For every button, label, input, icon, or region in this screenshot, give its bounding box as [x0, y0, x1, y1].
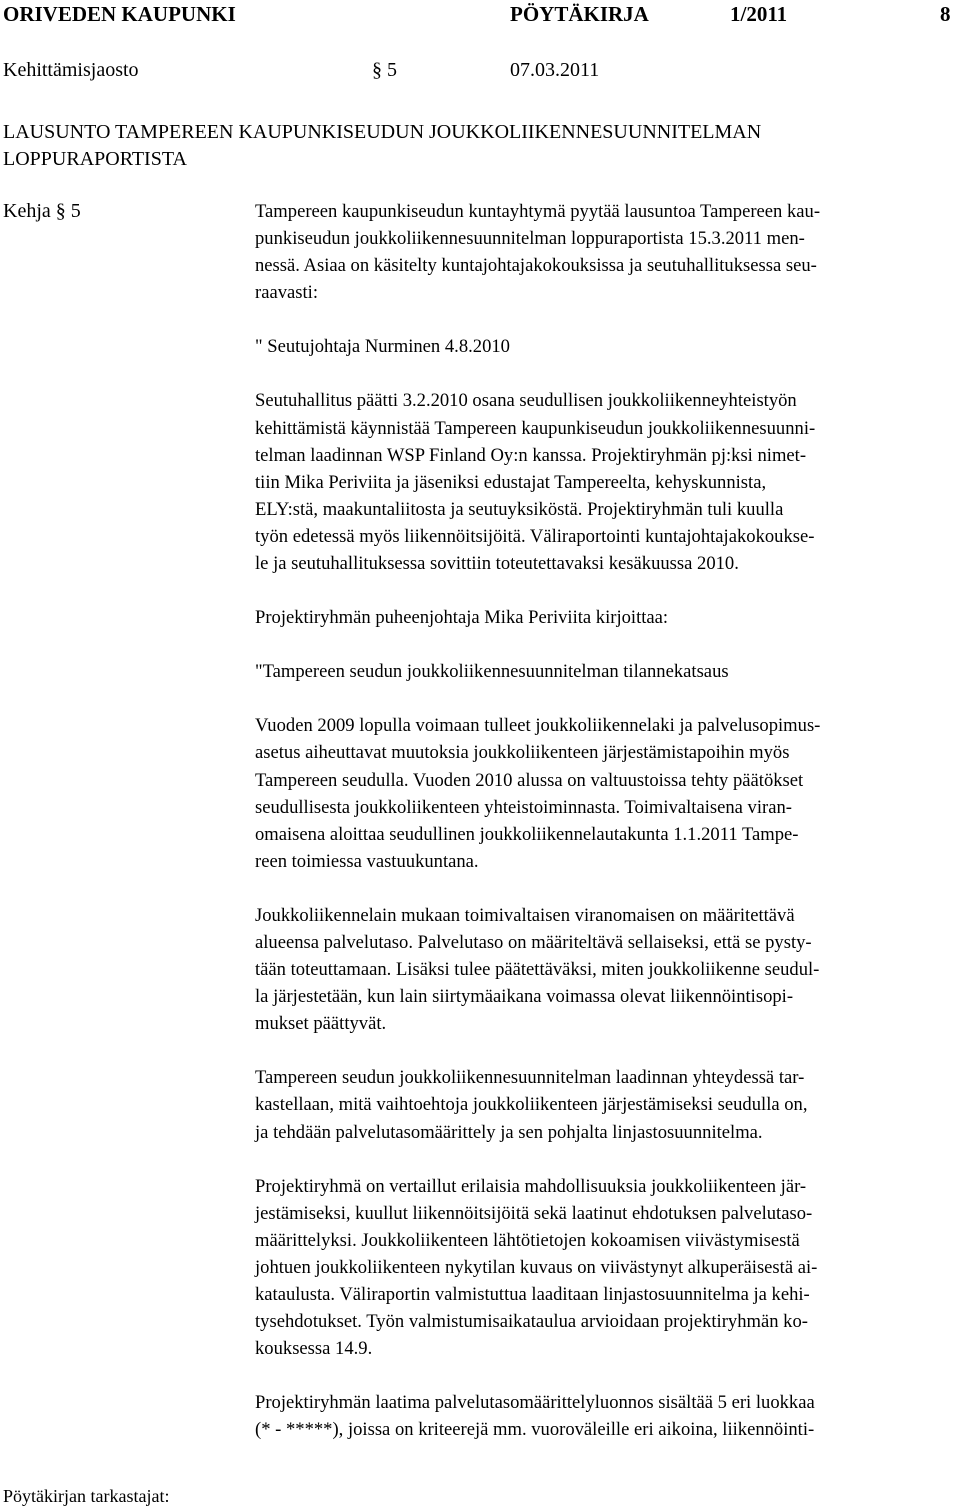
text-line: (* - *****), joissa on kriteerejä mm. vuoroväleille eri aikoina, liikennöinti- [255, 1419, 815, 1441]
text-line: raavasti: [255, 282, 318, 304]
paragraph [255, 1173, 955, 1363]
text-line: johtuen joukkoliikenteen nykytilan kuvaus on viivästynyt alkuperäisestä ai- [255, 1256, 818, 1278]
text-line: " Seutujohtaja Nurminen 4.8.2010 [255, 336, 510, 358]
paragraph [255, 604, 955, 631]
meeting-info [0, 59, 960, 85]
text-line: telman laadinnan WSP Finland Oy:n kanssa. Projektiryhmän pj:ksi nimet- [255, 444, 807, 466]
text-line: "Tampereen seudun joukkoliikennesuunnitelman tilannekatsaus [255, 661, 729, 683]
text-line: Tampereen kaupunkiseudun kuntayhtymä pyytää lausuntoa Tampereen kau- [255, 201, 821, 222]
paragraph [255, 387, 955, 577]
title-line: LOPPURAPORTISTA [3, 148, 187, 170]
paragraph [255, 333, 955, 360]
text-line: mukset päättyvät. [255, 1013, 387, 1035]
text-line: Projektiryhmän puheenjohtaja Mika Periviita kirjoittaa: [255, 607, 669, 629]
page-number: 8 [940, 2, 951, 26]
document-body [255, 198, 955, 1443]
title-line: LAUSUNTO TAMPEREEN KAUPUNKISEUDUN JOUKKOLIIKENNESUUNNITELMAN [3, 121, 762, 143]
paragraph [255, 1389, 955, 1443]
organization-name: ORIVEDEN KAUPUNKI [3, 2, 236, 26]
meeting-body: Kehittämisjaosto [3, 59, 139, 81]
document-number: 1/2011 [730, 2, 788, 26]
text-line: nessä. Asiaa on käsitelty kuntajohtajakokouksissa ja seutuhallituksessa seu- [255, 255, 817, 277]
text-line: ja tehdään palvelutasomäärittely ja sen pohjalta linjastosuunnitelma. [255, 1121, 763, 1143]
text-line: Tampereen seudulla. Vuoden 2010 alussa on valtuustoissa tehty päätökset [255, 769, 804, 791]
document-title [3, 119, 953, 173]
text-line: asetus aiheuttavat muutoksia joukkoliikenteen järjestämistapoihin myös [255, 742, 790, 764]
meeting-date: 07.03.2011 [510, 59, 600, 81]
paragraph [255, 198, 955, 306]
text-line: tiin Mika Periviita ja jäseniksi edustajat Tampereelta, kehyskunnista, [255, 471, 767, 493]
text-line: Seutuhallitus päätti 3.2.2010 osana seudullisen joukkoliikenneyhteistyön [255, 390, 797, 412]
text-line: työn edetessä myös liikennöitsijöitä. Väliraportointi kuntajohtajakokoukse- [255, 525, 815, 547]
text-line: reen toimiessa vastuukuntana. [255, 850, 479, 872]
text-line: Tampereen seudun joukkoliikennesuunnitelman laadinnan yhteydessä tar- [255, 1067, 805, 1089]
text-line: le ja seutuhallituksessa sovittiin toteutettavaksi kesäkuussa 2010. [255, 553, 739, 575]
text-line: omaisena aloittaa seudullinen joukkoliikennelautakunta 1.1.2011 Tampe- [255, 823, 799, 845]
document-type: PÖYTÄKIRJA [510, 2, 649, 26]
text-line: Projektiryhmän laatima palvelutasomäärittelyluonnos sisältää 5 eri luokkaa [255, 1392, 815, 1414]
text-line: kastellaan, mitä vaihtoehtoja joukkoliikenteen järjestämiseksi seudulla on, [255, 1094, 808, 1116]
text-line: tysehdotukset. Työn valmistumisaikataulua arvioidaan projektiryhmän ko- [255, 1311, 808, 1333]
paragraph [255, 712, 955, 875]
text-line: Projektiryhmä on vertaillut erilaisia mahdollisuuksia joukkoliikenteen jär- [255, 1175, 807, 1197]
text-line: alueensa palvelutaso. Palvelutaso on määriteltävä sellaiseksi, että se pysty- [255, 931, 812, 953]
text-line: ELY:stä, maakuntaliitosta ja seutuyksiköstä. Projektiryhmän tuli kuulla [255, 498, 784, 520]
text-line: seudullisesta joukkoliikenteen yhteistoiminnasta. Toimivaltaisena viran- [255, 796, 792, 818]
text-line: la järjestetään, kun lain siirtymäaikana voimassa olevat liikennöintisopi- [255, 986, 794, 1008]
text-line: jestämiseksi, kuullut liikennöitsijöitä sekä laatinut ehdotuksen palvelutaso- [255, 1202, 813, 1224]
reviewers-label: Pöytäkirjan tarkastajat: [3, 1486, 170, 1506]
text-line: kehittämistä käynnistää Tampereen kaupunkiseudun joukkoliikennesuunni- [255, 417, 816, 439]
text-line: kouksessa 14.9. [255, 1338, 373, 1360]
text-line: punkiseudun joukkoliikennesuunnitelman loppuraportista 15.3.2011 men- [255, 228, 805, 250]
text-line: Vuoden 2009 lopulla voimaan tulleet joukkoliikennelaki ja palvelusopimus- [255, 715, 821, 737]
paragraph [255, 658, 955, 685]
text-line: kataulusta. Väliraportin valmistuttua laaditaan linjastosuunnitelma ja kehi- [255, 1284, 810, 1305]
text-line: määrittelyksi. Joukkoliikenteen lähtötietojen kokoamisen viivästymisestä [255, 1229, 800, 1251]
text-line: tään toteuttamaan. Lisäksi tulee päätettäväksi, miten joukkoliikenne seudul- [255, 959, 820, 981]
text-line: Joukkoliikennelain mukaan toimivaltaisen viranomaisen on määritettävä [255, 904, 795, 926]
section-number: § 5 [372, 59, 397, 81]
paragraph [255, 1064, 955, 1145]
page-header [0, 2, 960, 30]
reference-label: Kehja § 5 [3, 200, 81, 222]
paragraph [255, 902, 955, 1037]
